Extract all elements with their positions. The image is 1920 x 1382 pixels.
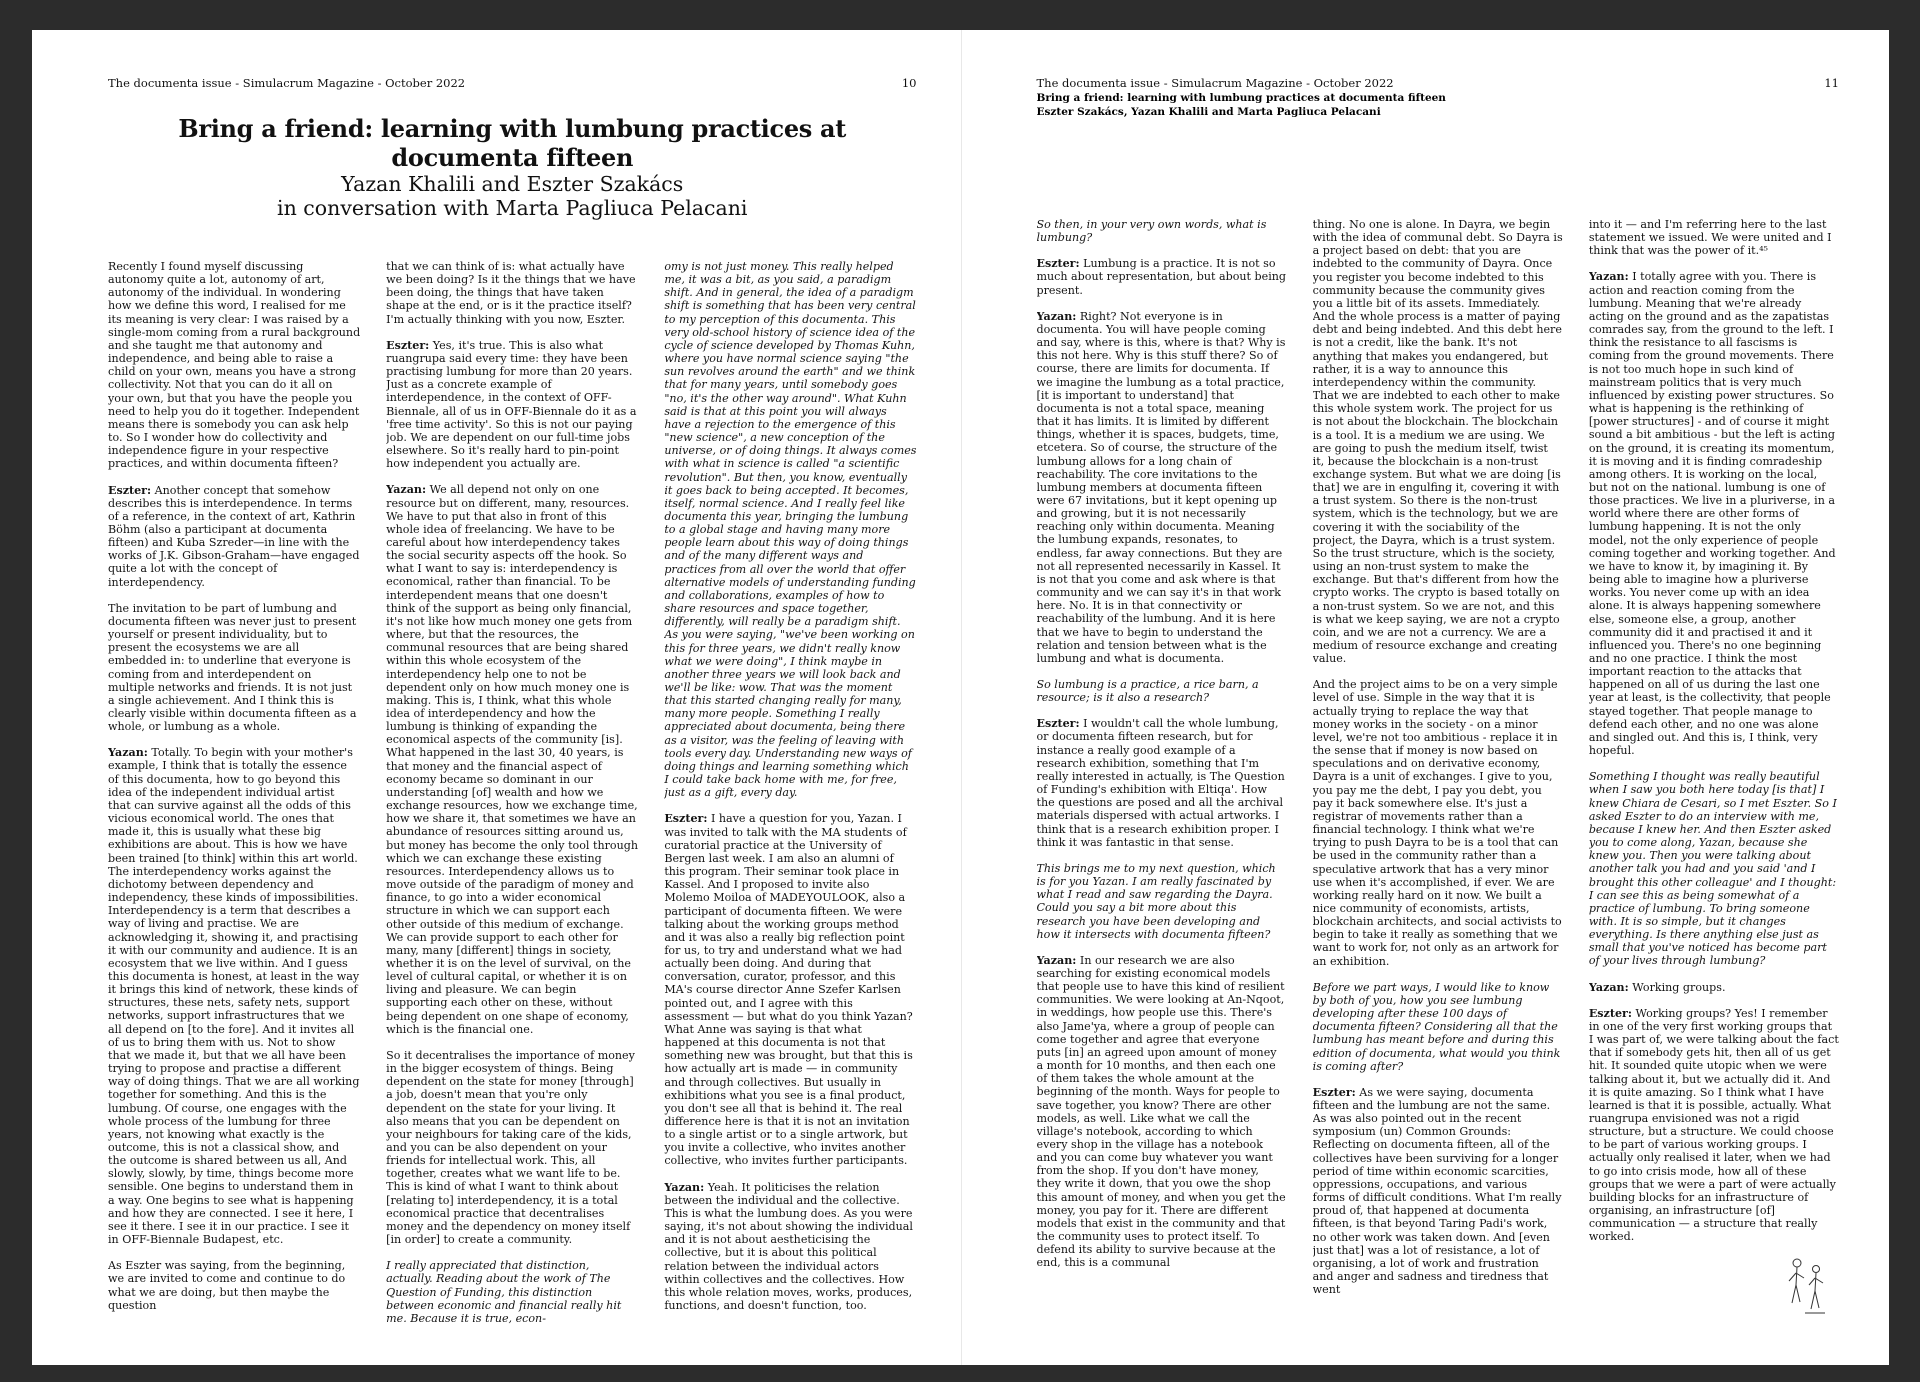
- article-title: Bring a friend: learning with lumbung practices at documenta fifteen: [178, 114, 847, 172]
- paragraph-text: Right? Not everyone is in documenta. You will have people coming and say, where is this, where is that? Why is this not here. Why is this stuff there? So of course, there are limits for documenta. If we imagine the lumbung as a total practice, [it is important to understand] that documenta is not a total space, meaning that it has limits. It is limited by different things, whether it is spaces, budgets, time, etcetera. So of course, the structure of the lumbung allows for a long chain of reachability. The core invitations to the lumbung members at documenta fifteen were 67 invitations, but it kept opening up and growing, but it is not necessarily reaching only within documenta. Meaning the lumbung expands, resonates, to endless, far away connections. But they are not all represented necessarily in Kassel. It is not that you come and ask where is that community and we can say it's in that work here. No. It is in that connectivity or reachability of the lumbung. And it is here that we have to begin to understand the relation and tension between what is the lumbung and what is documenta.: [1036, 309, 1286, 665]
- paragraph: [1313, 678, 1563, 967]
- paragraph-text: As Eszter was saying, from the beginning, we are invited to come and continue to do what we are doing, but then maybe the question: [108, 1259, 346, 1312]
- paragraph: [664, 1181, 916, 1313]
- text-column-2: [386, 260, 638, 1338]
- paragraph: [1037, 862, 1287, 941]
- paragraph: [108, 260, 360, 471]
- paragraph: [108, 484, 360, 589]
- text-column-2: [1313, 218, 1563, 1309]
- speaker-name: Yazan:: [1588, 980, 1629, 994]
- paragraph: [108, 1259, 360, 1312]
- paragraph-text: thing. No one is alone. In Dayra, we begin with the idea of communal debt. So Dayra is a project based on debt: that you are indebted to the community of Dayra. Once you register you become indebted to this community because the community gives you a little bit of its assets. Immediately. And the whole process is a matter of paying debt and being indebted. And this debt here is not a credit, like the bank. It's not anything that makes you endangered, but rather, it is a way to announce this interdependency within the community. That we are indebted to each other to make this whole system work. The project for us is not about the blockchain. The blockchain is a tool. It is a medium we are using. We are going to push the medium itself, twist it, because the blockchain is a non-trust exchange system. But what we are doing [is that] we are in engulfing it, covering it with a trust system. So there is the non-trust system, which is the technology, but we are covering it with the sociability of the project, the Dayra, which is a trust system. So the trust structure, which is the society, using an non-trust system to make the exchange. But that's different from how the crypto works. The crypto is based totally on a non-trust system. So we are not, and this is what we keep saying, we are not a crypto coin, and we are not a currency. We are a medium of resource exchange and creating value.: [1312, 218, 1563, 666]
- speaker-name: Yazan:: [108, 746, 148, 760]
- paragraph-text: Lumbung is a practice. It is not so much about representation, but about being present.: [1036, 257, 1286, 297]
- paragraph: [108, 602, 360, 734]
- running-header: [108, 76, 917, 90]
- paragraph-text: In our research we are also searching for existing economical models that people use to have this kind of resilient communities. We were looking at An-Nqoot, in weddings, how people use this. There's also Jame'ya, where a group of people can come together and agree that everyone puts [in] an agreed upon amount of money a month for 10 months, and then each one of them takes the whole amount at the beginning of the month. Ways for people to save together, you know? There are other models, as well. Like what we call the village's notebook, according to which every shop in the village has a notebook and you can come buy whatever you want from the shop. If you don't have money, they write it down, that you owe the shop this amount of money, and when you get the money, you pay for it. There are different models that exist in the community and that the community uses to protect itself. To defend its ability to survive because at the end, this is a communal: [1036, 953, 1286, 1270]
- paragraph: [386, 483, 638, 1036]
- text-column-3: [1589, 218, 1839, 1309]
- speaker-name: Eszter:: [108, 483, 152, 497]
- paragraph: [1313, 1086, 1563, 1297]
- paragraph: [1037, 678, 1287, 704]
- paragraph-text: Working groups? Yes! I remember in one of the very first working groups that I was part of, we were talking about the fact that if somebody gets hit, then all of us get hit. It sounded quite utopic when we were talking about it, but we actually did it. And it is quite amazing. So I think what I have learned is that it is possible, actually. What ruangrupa envisioned was not a rigid structure, but a structure. We could choose to be part of various working groups. I actually only realised it later, when we had to go into crisis mode, how all of these groups that we were a part of were actually building blocks for an infrastructure of organising, an infrastructure [of] communication — a structure that really worked.: [1588, 1006, 1839, 1244]
- speaker-name: Yazan:: [386, 483, 427, 497]
- text-column-3: [664, 260, 916, 1338]
- paragraph: [386, 1259, 638, 1325]
- page-number: 11: [1824, 76, 1839, 90]
- speaker-name: Eszter:: [1588, 1006, 1632, 1020]
- speaker-name: Eszter:: [386, 338, 430, 352]
- paragraph-text: Yes, it's true. This is also what ruangrupa said every time: they have been practising lumbung for more than 20 years. Just as a concrete example of interdependence, in the context of OFF-Biennale, all of us in OFF-Biennale do it as a 'free time activity'. So this is not our paying job. We are dependent on our full-time jobs elsewhere. So it's really hard to pin-point how independent you actually are.: [386, 338, 637, 471]
- magazine-spread: [32, 30, 1889, 1365]
- paragraph: [1589, 1007, 1839, 1244]
- paragraph-text: So it decentralises the importance of money in the bigger ecosystem of things. Being dependent on the state for money [through] a job, doesn't mean that you're only dependent on the state for your living. It also means that you can be dependent on your neighbours for taking care of the kids, and you can be also dependent on your friends for intellectual work. This, all together, creates what we want life to be. This is kind of what I want to think about [relating to] interdependency, it is a total economical practice that decentralises money and the dependency on money itself [in order] to create a community.: [386, 1048, 635, 1247]
- paragraph-text: And the project aims to be on a very simple level of use. Simple in the way that it is actually trying to replace the way that money works in the society - on a minor level, we're not too ambitious - replace it in the sense that if money is now based on speculations and on derivative economy, Dayra is a unit of exchanges. I give to you, you pay me the debt, I pay you debt, you pay it back somewhere else. It's just a registrar of movements rather than a financial technology. I think what we're trying to push Dayra to be is a tool that can be used in the community rather than a speculative artwork that has a very minor use when it's accomplished, if ever. We are working really hard on it now. We built a nice community of economists, artists, blockchain architects, and social activists to begin to take it really as something that we want to work for, not only as an artwork for an exhibition.: [1312, 678, 1562, 968]
- paragraph-text: We all depend not only on one resource but on different, many, resources. We have to put that also in front of this whole idea of freelancing. We have to be careful about how interdependency takes the social security aspects off the hook. So what I want to say is: interdependency is economical, rather than financial. To be interdependent means that one doesn't think of the support as being only financial, it's not like how much money one gets from where, but that the resources, the communal resources that are being shared within this whole ecosystem of the interdependency help one to not be dependent only on how much money one is making. This is, I think, what this whole idea of interdependency and how the lumbung is thinking of expanding the economical aspects of the community [is]. What happened in the last 30, 40 years, is that money and the financial aspect of economy became so dominant in our understanding [of] wealth and how we exchange resources, how we exchange time, how we share it, that sometimes we have an abundance of resources sitting around us, but money has become the only tool through which we can exchange these existing resources. Interdependency allows us to move outside of the paradigm of money and finance, to go into a wider economical structure in which we can support each other outside of this medium of exchange. We can provide support to each other for many, many [different] things in society, whether it is on the level of survival, on the level of cultural capital, or whether it is on living and pleasure. We can begin supporting each other on these, without being dependent on one shape of economy, which is the financial one.: [386, 483, 638, 1036]
- paragraph: [1589, 981, 1839, 994]
- paragraph: [1313, 218, 1563, 665]
- figure-sketch-illustration: [1785, 1255, 1829, 1319]
- page-number: 10: [901, 76, 917, 90]
- article-authors: Yazan Khalili and Eszter Szakács: [341, 172, 684, 196]
- paragraph-text: I really appreciated that distinction, actually. Reading about the work of The Question of Funding, this distinction between economic and financial really hit me. Because it is true, econ-: [386, 1259, 622, 1325]
- short-title: Bring a friend: learning with lumbung practices at documenta fifteen: [1036, 92, 1446, 104]
- paragraph: [1589, 270, 1839, 757]
- paragraph-text: So lumbung is a practice, a rice barn, a resource; is it also a research?: [1036, 678, 1259, 705]
- running-head-text: The documenta issue - Simulacrum Magazine - October 2022: [1036, 76, 1394, 90]
- paragraph: [1037, 954, 1287, 1270]
- paragraph-text: Working groups.: [1628, 980, 1726, 994]
- speaker-name: Yazan:: [664, 1180, 705, 1194]
- paragraph-text: This brings me to my next question, which is for you Yazan. I am really fascinated by what I read and saw regarding the Dayra. Could you say a bit more about this research you have been developing and how it intersects with documenta fifteen?: [1036, 861, 1276, 941]
- paragraph: [1037, 310, 1287, 665]
- running-header: [1037, 76, 1840, 90]
- paragraph-text: Totally. To begin with your mother's example, I think that is totally the essence of this documenta, how to go beyond this idea of the independent individual artist that can survive against all the odds of this vicious economical world. The ones that made it, this is usually what these big exhibitions are about. This is how we have been trained [to think] within this art world. The interdependency works against the dichotomy between dependency and independency, these kinds of impossibilities. Interdependency is a term that describes a way of living and practise. We are acknowledging it, showing it, and practising it with our community and audience. It is an ecosystem that we live within. And I guess this documenta is honest, at least in the way it brings this kind of network, these kinds of structures, these nets, safety nets, support networks, support infrastructures that we all depend on [to the fore]. And it invites all of us to bring them with us. Not to show that we made it, but that we all have been trying to propose and practise a different way of doing things. That we are all working together for something. And this is the lumbung. Of course, one engages with the whole process of the lumbung for three years, not knowing what exactly is the outcome, this is not a classical show, and the outcome is shared between us all, And slowly, slowly, by time, things become more sensible. One begins to understand them in a way. One begins to see what is happening and how they are connected. I see it here, I see it there. I see it in our practice. I see it in OFF-Biennale Budapest, etc.: [108, 746, 360, 1247]
- right-page: [961, 30, 1890, 1365]
- speaker-name: Eszter:: [1036, 257, 1080, 271]
- speaker-name: Yazan:: [1036, 309, 1077, 323]
- speaker-name: Yazan:: [1036, 953, 1077, 967]
- paragraph-text: Before we part ways, I would like to know by both of you, how you see lumbung developing after these 100 days of documenta fifteen? Considering all that the lumbung has meant before and during this edition of documenta, what would you think is coming after?: [1312, 980, 1561, 1073]
- paragraph-text: Recently I found myself discussing autonomy quite a lot, autonomy of art, autonomy of the individual. In wondering how we define this word, I realised for me its meaning is very clear: I was raised by a single-mom coming from a rural background and she taught me that autonomy and independence, and being able to raise a child on your own, means you have a strong collectivity. Not that you can do it all on your own, but that you have the people you need to help you do it together. Independent means there is somebody you can ask help to. So I wonder how do collectivity and independence figure in your respective practices, and within documenta fifteen?: [108, 260, 361, 471]
- running-head-text: The documenta issue - Simulacrum Magazine - October 2022: [108, 76, 466, 90]
- text-column-1: [1037, 218, 1287, 1309]
- paragraph: [1037, 257, 1287, 296]
- paragraph: [1313, 981, 1563, 1073]
- paragraph: [386, 1049, 638, 1246]
- paragraph: [664, 260, 916, 799]
- paragraph: [386, 339, 638, 471]
- text-column-1: [108, 260, 360, 1338]
- paragraph: [1037, 717, 1287, 849]
- paragraph: [1589, 218, 1839, 257]
- paragraph-text: As we were saying, documenta fifteen and the lumbung are not the same. As was also pointed out in the recent symposium (un) Common Grounds: Reflecting on documenta fifteen, all of the collectives have been surviving for a longer period of time within economic scarcities, oppressions, occupations, and various forms of difficult conditions. What I'm really proud of, that happened at documenta fifteen, is that beyond Taring Padi's work, no other work was taken down. And [even just that] was a lot of resistance, a lot of organising, a lot of work and frustration and anger and sadness and tiredness that went: [1312, 1085, 1562, 1297]
- paragraph-text: I have a question for you, Yazan. I was invited to talk with the MA students of curatorial practice at the University of Bergen last week. I am also an alumni of this program. Their seminar took place in Kassel. And I proposed to invite also Molemo Moiloa of MADEYOULOOK, also a participant of documenta fifteen. We were talking about the working groups method and it was also a really big reflection point for us, to try and understand what we had actually been doing. And during that conversation, curator, professor, and this MA's course director Anne Szefer Karlsen pointed out, and I agree with this assessment — but what do you think Yazan? What Anne was saying is that what happened at this documenta is not that something new was brought, but that this is how actually art is made — in community and through collectives. But usually in exhibitions what you see is a final product, you don't see all that is behind it. The real difference here is that it is not an invitation to a single artist or to a single artwork, but you invite a collective, who invites another collective, who invites further participants.: [664, 812, 913, 1168]
- paragraph-text: Something I thought was really beautiful when I saw you both here today [is that] I knew Chiara de Cesari, so I met Eszter. So I asked Eszter to do an interview with me, because I knew her. And then Eszter asked you to come along, Yazan, because she knew you. Then you were talking about another talk you had and you said 'and I brought this other colleague' and I thought: I can see this as being somewhat of a practice of lumbung. To bring someone with. It is so simple, but it changes everything. Is there anything else just as small that you've noticed has become part of your lives through lumbung?: [1588, 770, 1837, 968]
- paragraph: [1589, 770, 1839, 967]
- paragraph: [386, 260, 638, 326]
- left-page: [32, 30, 961, 1365]
- paragraph-text: So then, in your very own words, what is lumbung?: [1036, 218, 1267, 245]
- article-title-block: [108, 114, 917, 220]
- paragraph-text: I wouldn't call the whole lumbung, or documenta fifteen research, but for instance a really good example of a research exhibition, something that I'm really interested in actually, is The Question of Funding's exhibition with Eltiqa'. How the questions are posed and all the archival materials dispersed with actual artworks. I think that is a research exhibition proper. I think it was fantastic in that sense.: [1036, 717, 1285, 849]
- paragraph: [664, 812, 916, 1167]
- paragraph-text: Yeah. It politicises the relation between the individual and the collective. This is what the lumbung does. As you were saying, it's not about showing the individual and it is not about aestheticising the collective, but it is about this political relation between the individual actors within collectives and the collectives. How this whole relation moves, works, produces, functions, and doesn't function, too.: [664, 1180, 913, 1313]
- paragraph-text: into it — and I'm referring here to the last statement we issued. We were united and I think that was the power of it.⁴⁵: [1588, 218, 1832, 258]
- text-columns: [108, 260, 917, 1338]
- article-interviewer: in conversation with Marta Pagliuca Pelacani: [277, 196, 748, 220]
- paragraph-text: The invitation to be part of lumbung and documenta fifteen was never just to present yourself or present individuality, but to present the ecosystems we are all embedded in: to underline that everyone is coming from and interdependent on multiple networks and friends. It is not just a single achievement. And I think this is clearly visible within documenta fifteen as a whole, or lumbung as a whole.: [108, 601, 357, 734]
- speaker-name: Eszter:: [1312, 1085, 1356, 1099]
- speaker-name: Yazan:: [1588, 270, 1629, 284]
- paragraph-text: Another concept that somehow describes this is interdependence. In terms of a reference, in the context of art, Kathrin Böhm (also a participant at documenta fifteen) and Kuba Szreder—in line with the works of J.K. Gibson-Graham—have engaged quite a lot with the concept of interdependency.: [108, 483, 360, 589]
- paragraph-text: that we can think of is: what actually have we been doing? Is it the things that we have been doing, the things that have taken shape at the end, or is it the practice itself? I'm actually thinking with you now, Eszter.: [386, 260, 636, 326]
- paragraph: [1037, 218, 1287, 244]
- text-columns: [1037, 218, 1840, 1309]
- paragraph-text: I totally agree with you. There is action and reaction coming from the lumbung. Meaning that we're already acting on the ground and as the zapatistas comrades say, from the ground to the left. I think the resistance to all fascisms is coming from the ground movements. There is not too much hope in such kind of mainstream politics that is very much influenced by existing power structures. So what is happening is the rethinking of [power structures] - and of course it might sound a bit ambitious - but the left is acting on the ground, it is creating its momentum, it is moving and it is finding comradeship among others. It is working on the local, but not on the national. lumbung is one of those practices. We live in a pluriverse, in a world where there are other forms of lumbung happening. It is not the only model, not the only experience of people coming together and working together. And we have to know it, by imagining it. By being able to imagine how a pluriverse works. You never come up with an idea alone. It is always happening somewhere else, someone else, a group, another community did it and practised it and it influenced you. There's no one beginning and no one practice. I think the most important reaction to the attacks that happened on all of us during the last one year at least, is the collectivity, that people stayed together. That people manage to defend each other, and no one was alone and singled out. And this is, I think, very hopeful.: [1588, 270, 1836, 758]
- speaker-name: Eszter:: [664, 812, 708, 826]
- paragraph: [108, 746, 360, 1246]
- short-authors: Eszter Szakács, Yazan Khalili and Marta Pagliuca Pelacani: [1036, 106, 1381, 118]
- paragraph-text: omy is not just money. This really helped me, it was a bit, as you said, a paradigm shift. And in general, the idea of a paradigm shift is something that has been very central to my perception of this documenta. This very old-school history of science idea of the cycle of science developed by Thomas Kuhn, where you have normal science saying "the sun revolves around the earth" and we think that for many years, until somebody goes "no, it's the other way around". What Kuhn said is that at this point you will always have a rejection to the emergence of this "new science", a new conception of the universe, or of doing things. It always comes with what in science is called "a scientific revolution". But then, you know, eventually it goes back to being accepted. It becomes, itself, normal science. And I really feel like documenta this year, bringing the lumbung to a global stage and having many more people learn about this way of doing things and of the many different ways and practices from all over the world that offer alternative models of understanding funding and collaborations, examples of how to share resources and space together, differently, will really be a paradigm shift. As you were saying, "we've been working on this for three years, we didn't really know what we were doing", I think maybe in another three years we will look back and we'll be like: wow. That was the moment that this started changing really for many, many more people. Something I really appreciated about documenta, being there as a visitor, was the feeling of leaving with tools every day. Understanding new ways of doing things and learning something which I could take back home with me, for free, just as a gift, every day.: [664, 260, 917, 800]
- speaker-name: Eszter:: [1036, 717, 1080, 731]
